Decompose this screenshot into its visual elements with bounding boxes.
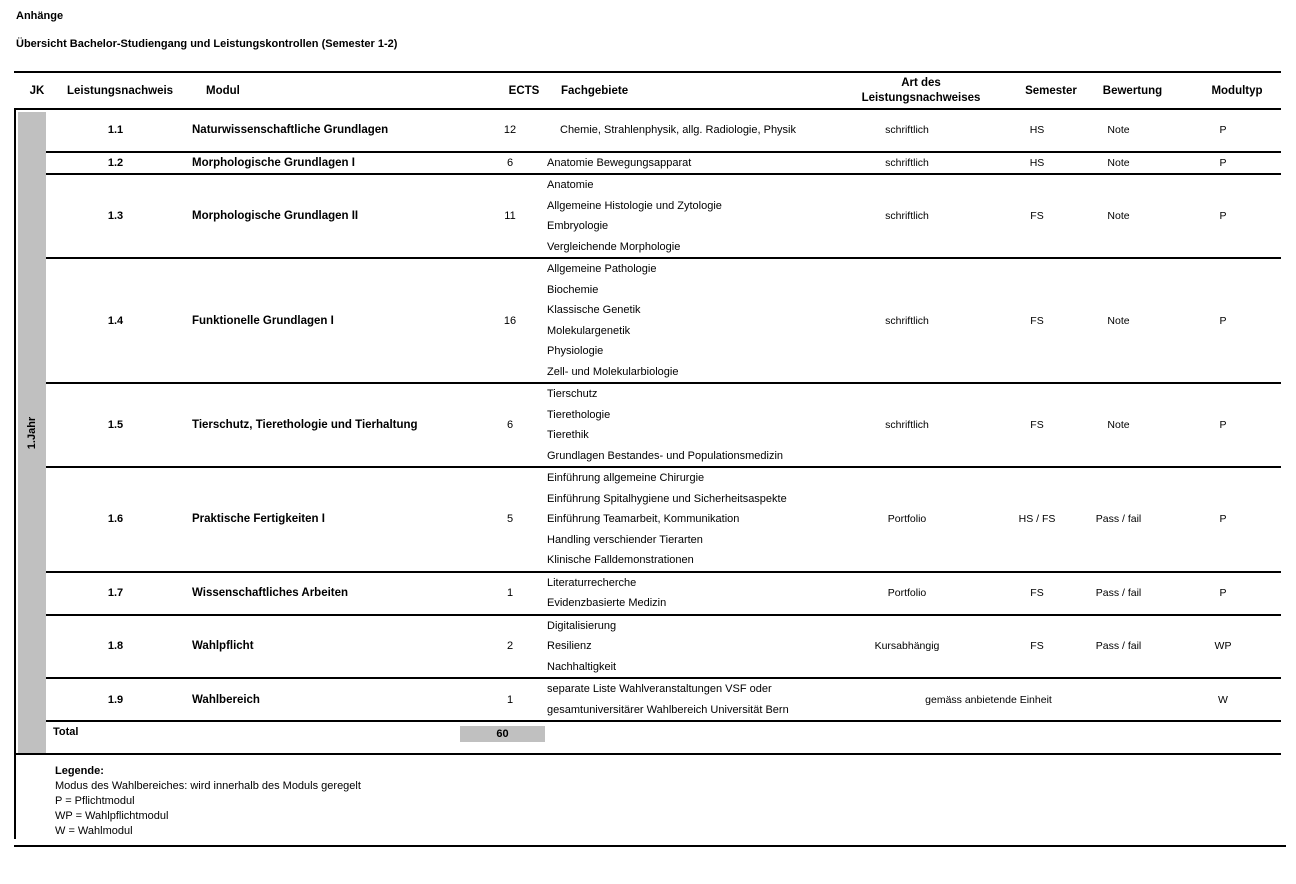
merged-assessment-note: gemäss anbietende Einheit (925, 693, 1052, 706)
fachgebiete-cell (540, 120, 812, 141)
fachgebiete-line: separate Liste Wahlveranstaltungen VSF oder (547, 683, 772, 695)
fachgebiete-cell (540, 259, 812, 382)
total-label: Total (53, 726, 79, 738)
fachgebiete-cell (540, 175, 812, 257)
fachgebiete-line: Molekulargenetik (547, 324, 631, 337)
module-name: Praktische Fertigkeiten I (192, 513, 325, 526)
fachgebiete-cell (540, 153, 812, 174)
ects-value: 11 (504, 210, 516, 222)
header-art-des-leistungsnachweises: Art des Leistungsnachweises (861, 76, 981, 104)
semester-value: FS (1030, 419, 1044, 431)
fachgebiete-cell (540, 468, 812, 571)
assessment-type: schriftlich (885, 156, 929, 169)
bewertung-value: Note (1107, 314, 1130, 327)
ects-value: 2 (506, 640, 514, 653)
table-rows (14, 110, 1281, 722)
legend (14, 757, 1286, 847)
curriculum-table (14, 71, 1281, 755)
header-fachgebiete: Fachgebiete (561, 84, 629, 97)
page-title: Anhänge (16, 10, 64, 22)
ects-value: 1 (506, 693, 514, 706)
modultyp-value: P (1219, 124, 1227, 137)
table-left-border (14, 110, 16, 839)
header-leistungsnachweis: Leistungsnachweis (67, 84, 174, 97)
fachgebiete-line: Anatomie (547, 179, 594, 191)
modultyp-value: WP (1214, 640, 1232, 653)
assessment-type: Portfolio (887, 513, 927, 526)
bewertung-value: Note (1107, 124, 1130, 137)
fachgebiete-cell (540, 573, 812, 614)
semester-value: HS (1029, 156, 1045, 169)
bewertung-value: Note (1107, 156, 1130, 169)
table-row (46, 616, 1281, 680)
semester-value: FS (1030, 210, 1044, 222)
fachgebiete-line: Einführung allgemeine Chirurgie (547, 472, 705, 484)
bewertung-value: Pass / fail (1095, 640, 1142, 653)
year-sidebar (18, 112, 46, 753)
fachgebiete-line: Klinische Falldemonstrationen (547, 554, 694, 566)
semester-value: HS (1029, 124, 1045, 137)
table-row (46, 153, 1281, 176)
fachgebiete-line: Chemie, Strahlenphysik, allg. Radiologie, Physik (560, 124, 797, 136)
modultyp-value: P (1219, 513, 1227, 526)
bewertung-value: Note (1107, 210, 1130, 222)
module-name: Tierschutz, Tierethologie und Tierhaltung (192, 419, 418, 431)
page-subtitle: Übersicht Bachelor-Studiengang und Leistungskontrollen (Semester 1-2) (16, 38, 398, 50)
assessment-type: Portfolio (887, 587, 927, 599)
assessment-type: schriftlich (885, 419, 929, 431)
fachgebiete-line: Grundlagen Bestandes- und Populationsmedizin (547, 449, 784, 462)
table-row (46, 259, 1281, 384)
fachgebiete-line: gesamtuniversitärer Wahlbereich Universität Bern (547, 703, 789, 716)
fachgebiete-line: Handling verschiender Tierarten (547, 533, 703, 546)
total-ects-cell (480, 726, 540, 742)
ects-value: 5 (506, 513, 514, 526)
row-number: 1.8 (107, 640, 124, 653)
legend-line: W = Wahlmodul (55, 825, 133, 837)
fachgebiete-line: Vergleichende Morphologie (547, 240, 681, 253)
row-number: 1.7 (107, 587, 124, 599)
ects-value: 6 (506, 156, 514, 169)
fachgebiete-line: Zell- und Molekularbiologie (547, 365, 679, 378)
row-number: 1.5 (107, 419, 124, 431)
fachgebiete-cell (540, 679, 812, 720)
total-ects-value: 60 (460, 726, 545, 742)
fachgebiete-line: Einführung Spitalhygiene und Sicherheitsaspekte (547, 492, 787, 505)
assessment-type: schriftlich (885, 124, 929, 137)
module-name: Morphologische Grundlagen I (192, 156, 355, 169)
table-row (46, 679, 1281, 722)
header-modul: Modul (206, 84, 240, 97)
bewertung-value: Pass / fail (1095, 513, 1142, 526)
modultyp-value: P (1219, 210, 1227, 222)
header-semester: Semester (1025, 84, 1077, 97)
semester-value: FS (1030, 587, 1044, 599)
total-row (46, 722, 1281, 753)
table-row (46, 110, 1281, 153)
semester-value: FS (1030, 314, 1044, 327)
module-name: Wahlpflicht (192, 640, 254, 653)
legend-line: WP = Wahlpflichtmodul (55, 810, 169, 822)
table-row (46, 468, 1281, 573)
table-row (46, 384, 1281, 468)
row-number: 1.2 (107, 156, 124, 169)
module-name: Naturwissenschaftliche Grundlagen (192, 124, 389, 137)
fachgebiete-line: Einführung Teamarbeit, Kommunikation (547, 513, 740, 525)
ects-value: 1 (506, 587, 514, 599)
fachgebiete-line: Anatomie Bewegungsapparat (547, 156, 692, 169)
fachgebiete-line: Literaturrecherche (547, 576, 637, 589)
fachgebiete-line: Allgemeine Pathologie (547, 263, 657, 275)
assessment-type: schriftlich (885, 210, 929, 222)
legend-line: Modus des Wahlbereiches: wird innerhalb des Moduls geregelt (55, 780, 361, 792)
assessment-type: Kursabhängig (874, 640, 940, 653)
semester-value: HS / FS (1018, 513, 1056, 526)
semester-value: FS (1030, 640, 1044, 653)
row-number: 1.3 (107, 210, 124, 222)
module-name: Funktionelle Grundlagen I (192, 314, 334, 327)
module-name: Wahlbereich (192, 693, 260, 706)
fachgebiete-line: Tierschutz (547, 388, 598, 400)
fachgebiete-line: Klassische Genetik (547, 304, 641, 316)
bewertung-value: Pass / fail (1095, 587, 1142, 599)
modultyp-value: P (1219, 156, 1227, 169)
header-bewertung: Bewertung (1102, 84, 1163, 97)
fachgebiete-line: Nachhaltigkeit (547, 660, 617, 673)
fachgebiete-cell (540, 616, 812, 678)
legend-title: Legende: (55, 765, 104, 777)
legend-line: P = Pflichtmodul (55, 795, 135, 807)
module-name: Morphologische Grundlagen II (192, 210, 359, 222)
ects-value: 12 (503, 124, 517, 137)
row-number: 1.9 (107, 693, 124, 706)
row-number: 1.4 (107, 314, 124, 327)
ects-value: 16 (503, 314, 517, 327)
fachgebiete-line: Tierethologie (547, 408, 611, 421)
header-modultyp: Modultyp (1211, 84, 1263, 97)
modultyp-value: P (1219, 314, 1227, 327)
row-number: 1.6 (107, 513, 124, 526)
fachgebiete-cell (540, 384, 812, 466)
modultyp-value: P (1219, 419, 1227, 431)
fachgebiete-line: Biochemie (547, 283, 599, 296)
year-label: 1.Jahr (26, 416, 39, 449)
modultyp-value: P (1219, 587, 1227, 599)
fachgebiete-line: Digitalisierung (547, 619, 617, 632)
module-name: Wissenschaftliches Arbeiten (192, 587, 349, 599)
bewertung-value: Note (1107, 419, 1130, 431)
row-number: 1.1 (107, 124, 124, 137)
table-header-row (14, 73, 1281, 110)
table-row (46, 573, 1281, 616)
modultyp-value: W (1218, 693, 1228, 706)
fachgebiete-line: Allgemeine Histologie und Zytologie (547, 199, 722, 212)
header-ects: ECTS (508, 84, 540, 97)
fachgebiete-line: Physiologie (547, 345, 604, 357)
fachgebiete-line: Resilienz (547, 640, 592, 652)
table-row (46, 175, 1281, 259)
ects-value: 6 (506, 419, 514, 431)
assessment-type: schriftlich (885, 314, 929, 327)
fachgebiete-line: Tierethik (547, 429, 589, 441)
header-jk: JK (29, 84, 45, 97)
fachgebiete-line: Evidenzbasierte Medizin (547, 597, 667, 609)
fachgebiete-line: Embryologie (547, 220, 609, 232)
